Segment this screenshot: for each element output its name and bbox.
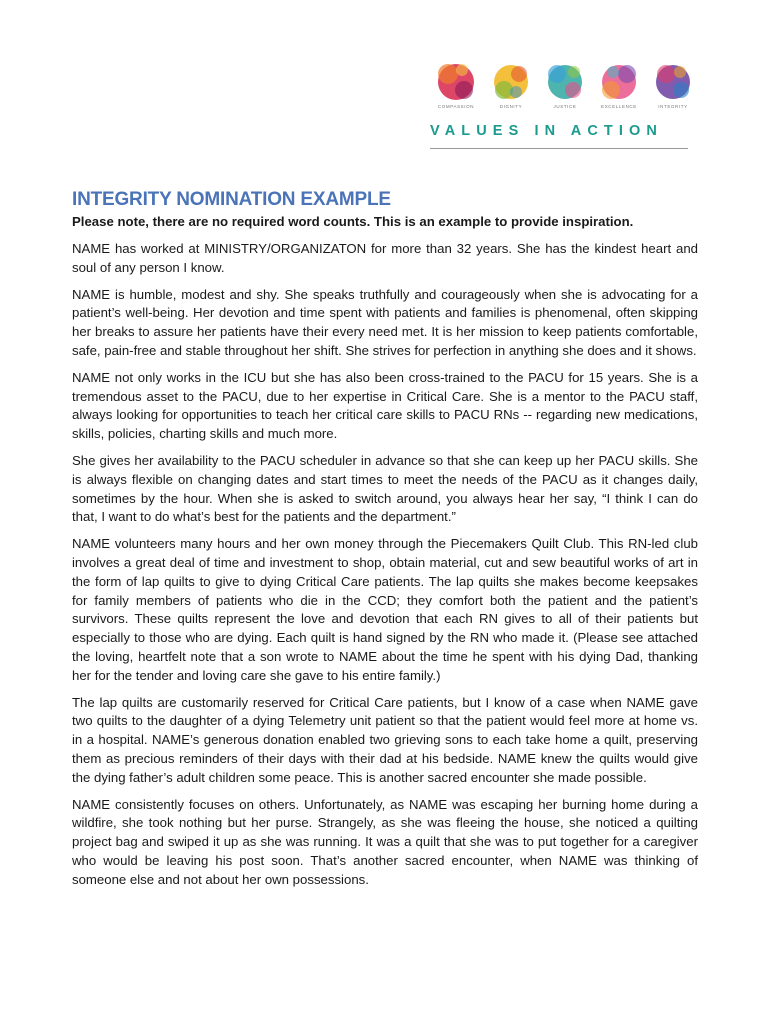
integrity-blot-icon <box>656 65 690 99</box>
value-label: COMPASSION <box>437 104 475 109</box>
tagline: VALUES IN ACTION <box>430 123 663 139</box>
paragraph: The lap quilts are customarily reserved for Critical Care patients, but I know of a case when NAME gave two quilts to the daughter of a dying Telemetry unit patient so that the patient would feel more at home vs. in a hospital. NAME’s generous donation enabled two grieving sons to each take home a quilt, preserving them as precious reminders of their days with their dad at his bedside. NAME knew the quilts would give the dying father’s adult children some peace. This is another sacred encounter she made possible. <box>72 694 698 785</box>
value-label: JUSTICE <box>553 104 577 109</box>
value-label: EXCELLENCE <box>601 104 637 109</box>
document-body <box>72 189 698 890</box>
dignity-blot-icon <box>494 65 528 99</box>
document-title: INTEGRITY NOMINATION EXAMPLE <box>72 189 391 210</box>
values-in-action-logo <box>428 52 690 152</box>
paragraph: NAME not only works in the ICU but she has also been cross-trained to the PACU for 15 years. She is a tremendous asset to the PACU, due to her expertise in Critical Care. She is a mentor to the PACU staff, always looking for opportunities to teach her critical care skills to PACU RNs -- regarding new medications, skills, policies, charting skills and much more. <box>72 369 698 442</box>
inspiration-note: Please note, there are no required word counts. This is an example to provide inspiration. <box>72 214 634 229</box>
tagline-divider <box>430 148 688 149</box>
paragraph: NAME has worked at MINISTRY/ORGANIZATON for more than 32 years. She has the kindest heart and soul of any person I know. <box>72 241 698 275</box>
justice-blot-icon <box>548 65 582 99</box>
paragraph: She gives her availability to the PACU scheduler in advance so that she can keep up her PACU skills. She is always flexible on changing dates and start times to meet the needs of the PACU as it changes daily, sometimes by the hour. When she is asked to switch around, you always hear her say, “I think I can do that, I want to do what’s best for the patients and the department.” <box>72 452 698 525</box>
values-watercolor-blots <box>428 52 690 112</box>
paragraph: NAME volunteers many hours and her own money through the Piecemakers Quilt Club. This RN-led club involves a great deal of time and investment to shop, obtain material, cut and sew beautiful works of art in the form of lap quilts to give to dying Critical Care patients. The lap quilts she makes become keepsakes for family members of patients who die in the CCD; they comfort both the patient and the patient’s survivors. These quilts represent the love and devotion that each RN gives to all of their patients but especially to those who are dying. Each quilt is hand signed by the RN who made it. (Please see attached the loving, heartfelt note that a son wrote to NAME about the time he spent with his dying Dad, thanking her for the tender and loving care she gave to his entire family.) <box>72 536 698 683</box>
excellence-blot-icon <box>602 65 636 99</box>
compassion-blot-icon <box>438 64 474 100</box>
paragraph: NAME consistently focuses on others. Unfortunately, as NAME was escaping her burning home during a wildfire, she took nothing but her purse. Strangely, as she was fleeing the house, she noticed a quilting project bag and swiped it up as she was running. It was a quilt that she was to put together for a caregiver who would be leaving his post soon. That’s another sacred encounter, when NAME was thinking of someone else and not about her own possessions. <box>72 796 698 887</box>
value-label: DIGNITY <box>499 104 523 109</box>
paragraph: NAME is humble, modest and shy. She speaks truthfully and courageously when she is advocating for a patient’s well-being. Her devotion and time spent with patients and families is phenomenal, often skipping her breaks to assure her patients have their every need met. It is her mission to keep patients comfortable, safe, pain-free and stable throughout her shift. She strives for perfection in anything she does and it shows. <box>72 286 698 358</box>
value-label: INTEGRITY <box>658 104 688 109</box>
